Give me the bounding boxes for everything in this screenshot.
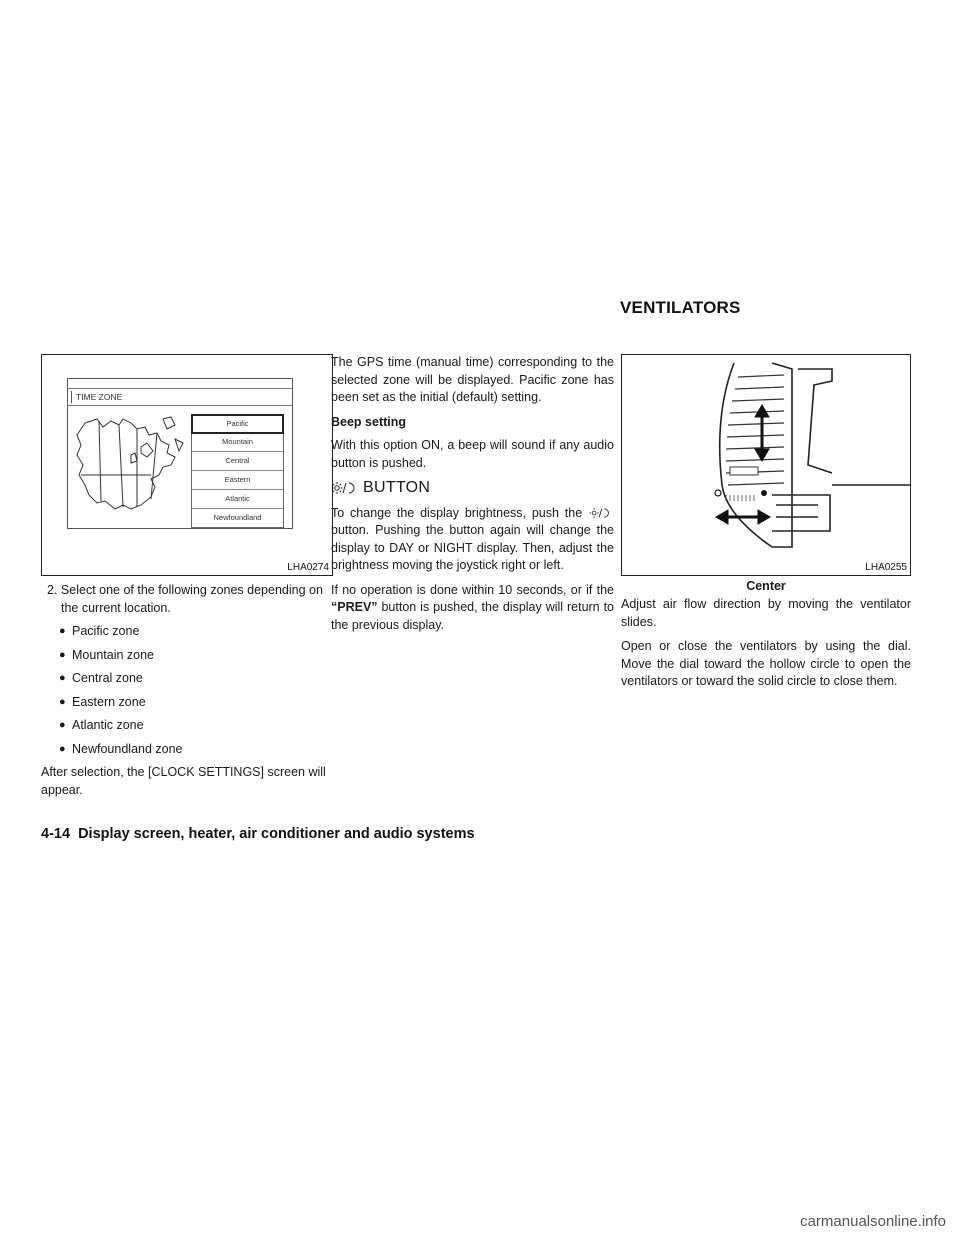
list-item: ● Newfoundland zone [59,741,333,759]
list-item: ● Atlantic zone [59,717,333,735]
day-night-icon [589,507,611,519]
time-zone-figure [41,354,333,576]
button-heading-label: BUTTON [363,479,431,496]
day-night-icon [331,481,357,495]
zone-option-eastern[interactable]: Eastern [192,471,283,490]
center-ventilator-illustration [622,355,910,555]
column-1 [41,582,333,806]
dial-text: Open or close the ventilators by using the dial. Move the dial toward the hollow circle to open the ventilators or toward the solid circle to close them. [621,639,911,688]
chapter-title: Display screen, heater, air conditioner and audio systems [78,826,475,842]
page-footer [41,826,475,842]
gps-time-text: The GPS time (manual time) corresponding to the selected zone will be displayed. Pacific zone has been set as the initial (default) setting. [331,355,614,404]
beep-setting-heading: Beep setting [331,414,407,429]
zone-option-pacific[interactable]: Pacific [191,414,284,434]
zone-option-mountain[interactable]: Mountain [192,433,283,452]
time-zone-screen-title: TIME ZONE [68,388,292,406]
time-zone-list [191,414,284,528]
column-2 [331,354,614,641]
brightness-button-heading [331,479,614,497]
bullet-icon: ● [59,648,66,661]
step-text: Select one of the following zones depending on the current location. [60,583,323,615]
zone-option-newfoundland[interactable]: Newfoundland [213,513,262,522]
bullet-icon: ● [59,695,66,708]
north-america-map-icon [71,409,193,527]
page-number: 4-14 [41,826,71,842]
bullet-icon: ● [59,625,66,637]
after-selection-text: After selection, the [CLOCK SETTINGS] screen will appear. [41,765,326,797]
list-item: ● Mountain zone [59,647,333,665]
figure-caption: Center [746,579,786,593]
bullet-icon: ● [59,719,66,731]
airflow-text: Adjust air flow direction by moving the ventilator slides. [621,597,911,629]
list-item: ● Central zone [59,670,333,688]
figure-code: LHA0255 [865,562,907,573]
figure-code: LHA0274 [287,562,329,573]
bullet-icon: ● [59,672,66,684]
zone-option-atlantic[interactable]: Atlantic [192,490,283,509]
timeout-text: If no operation is done within 10 seconds, or if the “PREV” button is pushed, the display will return to the previous display. [331,582,614,632]
bullet-icon: ● [59,742,66,755]
step-number: 2. [47,583,58,597]
watermark: carmanualsonline.info [800,1213,946,1230]
list-item: ● Eastern zone [59,694,333,712]
section-title: VENTILATORS [620,298,741,317]
zone-bullet-list [41,623,333,758]
list-item: ● Pacific zone [59,623,333,641]
ventilator-figure [621,354,911,576]
time-zone-screen [67,378,293,529]
zone-option-central[interactable]: Central [192,452,283,471]
beep-setting-text: With this option ON, a beep will sound if any audio button is pushed. [331,438,614,470]
brightness-text: To change the display brightness, push the button. Pushing the button again will change the display to DAY or NIGHT display. Then, adjust the brightness moving the joystick right or left. [331,505,614,572]
step-2 [41,582,333,617]
column-3 [621,596,911,698]
